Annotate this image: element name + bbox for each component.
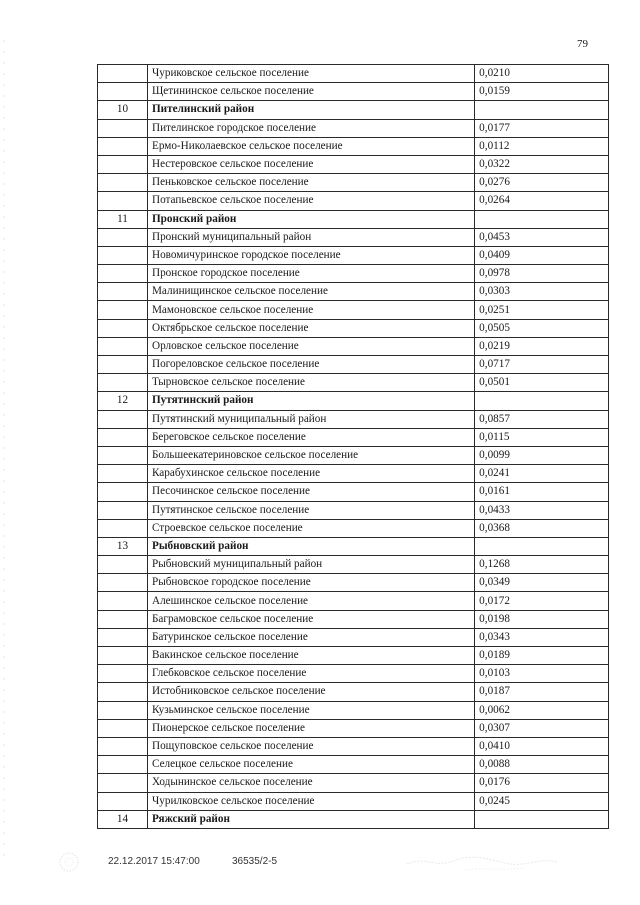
value-cell: 0,0501 <box>475 374 609 392</box>
row-number-cell <box>98 356 148 374</box>
value-cell <box>475 392 609 410</box>
settlement-name-cell: Ходынинское сельское поселение <box>147 774 474 792</box>
district-row <box>98 392 609 410</box>
table-row <box>98 174 609 192</box>
value-cell: 0,0251 <box>475 301 609 319</box>
table-row <box>98 792 609 810</box>
district-name-cell: Пронский район <box>147 210 474 228</box>
row-number-cell <box>98 301 148 319</box>
scan-edge-marks <box>2 40 6 860</box>
settlement-name-cell: Истобниковское сельское поселение <box>147 683 474 701</box>
value-cell: 0,0264 <box>475 192 609 210</box>
table-row <box>98 665 609 683</box>
table-row <box>98 265 609 283</box>
row-number-cell <box>98 610 148 628</box>
table-row <box>98 628 609 646</box>
settlement-name-cell: Пионерское сельское поселение <box>147 719 474 737</box>
settlement-name-cell: Большеекатериновское сельское поселение <box>147 446 474 464</box>
district-name-cell: Рыбновский район <box>147 537 474 555</box>
table-row <box>98 519 609 537</box>
row-number-cell <box>98 83 148 101</box>
district-row <box>98 810 609 828</box>
settlement-name-cell: Строевское сельское поселение <box>147 519 474 537</box>
settlement-name-cell: Путятинский муниципальный район <box>147 410 474 428</box>
value-cell: 0,0241 <box>475 465 609 483</box>
table-row <box>98 83 609 101</box>
table-row <box>98 501 609 519</box>
row-number-cell <box>98 483 148 501</box>
table-row <box>98 774 609 792</box>
settlement-name-cell: Рыбновское городское поселение <box>147 574 474 592</box>
value-cell <box>475 101 609 119</box>
row-number-cell <box>98 737 148 755</box>
table-row <box>98 137 609 155</box>
value-cell: 0,0062 <box>475 701 609 719</box>
settlement-name-cell: Потапьевское сельское поселение <box>147 192 474 210</box>
settlement-name-cell: Песочинское сельское поселение <box>147 483 474 501</box>
value-cell: 0,0349 <box>475 574 609 592</box>
row-number-cell <box>98 519 148 537</box>
footer-doc-code: 36535/2-5 <box>232 856 278 867</box>
table-row <box>98 283 609 301</box>
value-cell <box>475 810 609 828</box>
district-row <box>98 210 609 228</box>
table-row <box>98 737 609 755</box>
value-cell: 0,0198 <box>475 610 609 628</box>
table-row <box>98 192 609 210</box>
value-cell: 0,0433 <box>475 501 609 519</box>
table-row <box>98 246 609 264</box>
value-cell: 0,0187 <box>475 683 609 701</box>
row-number-cell <box>98 574 148 592</box>
settlement-name-cell: Рыбновский муниципальный район <box>147 556 474 574</box>
faint-signature-icon <box>405 852 560 874</box>
row-number-cell <box>98 465 148 483</box>
table-row <box>98 301 609 319</box>
value-cell: 0,0276 <box>475 174 609 192</box>
settlement-name-cell: Чурилковское сельское поселение <box>147 792 474 810</box>
value-cell: 0,0172 <box>475 592 609 610</box>
value-cell: 0,0322 <box>475 155 609 173</box>
table-row <box>98 483 609 501</box>
row-number-cell <box>98 628 148 646</box>
table-row <box>98 701 609 719</box>
row-number-cell <box>98 556 148 574</box>
value-cell: 0,0177 <box>475 119 609 137</box>
value-cell: 0,0088 <box>475 756 609 774</box>
table-row <box>98 155 609 173</box>
table-row <box>98 592 609 610</box>
table-row <box>98 319 609 337</box>
settlement-name-cell: Пителинское городское поселение <box>147 119 474 137</box>
settlement-name-cell: Щетининское сельское поселение <box>147 83 474 101</box>
table-row <box>98 574 609 592</box>
settlement-name-cell: Алешинское сельское поселение <box>147 592 474 610</box>
row-number-cell <box>98 446 148 464</box>
settlement-name-cell: Мамоновское сельское поселение <box>147 301 474 319</box>
row-number-cell <box>98 428 148 446</box>
table-row <box>98 683 609 701</box>
value-cell <box>475 537 609 555</box>
row-number-cell <box>98 665 148 683</box>
row-number-cell <box>98 265 148 283</box>
table-row <box>98 647 609 665</box>
settlement-name-cell: Нестеровское сельское поселение <box>147 155 474 173</box>
settlement-name-cell: Баграмовское сельское поселение <box>147 610 474 628</box>
table-row <box>98 119 609 137</box>
settlement-name-cell: Путятинское сельское поселение <box>147 501 474 519</box>
value-cell: 0,0717 <box>475 356 609 374</box>
row-number-cell: 14 <box>98 810 148 828</box>
value-cell <box>475 210 609 228</box>
table-row <box>98 428 609 446</box>
table-row <box>98 610 609 628</box>
value-cell: 0,0857 <box>475 410 609 428</box>
value-cell: 0,0161 <box>475 483 609 501</box>
district-row <box>98 537 609 555</box>
value-cell: 0,0115 <box>475 428 609 446</box>
value-cell: 0,0307 <box>475 719 609 737</box>
page-number: 79 <box>577 38 588 50</box>
table-row <box>98 356 609 374</box>
row-number-cell: 13 <box>98 537 148 555</box>
district-name-cell: Ряжский район <box>147 810 474 828</box>
value-cell: 0,0159 <box>475 83 609 101</box>
row-number-cell <box>98 174 148 192</box>
settlement-name-cell: Глебковское сельское поселение <box>147 665 474 683</box>
value-cell: 0,0176 <box>475 774 609 792</box>
table-row <box>98 65 609 83</box>
footer-datetime: 22.12.2017 15:47:00 <box>108 856 200 867</box>
row-number-cell <box>98 137 148 155</box>
value-cell: 0,0112 <box>475 137 609 155</box>
row-number-cell: 12 <box>98 392 148 410</box>
table-row <box>98 410 609 428</box>
settlement-name-cell: Карабухинское сельское поселение <box>147 465 474 483</box>
settlement-name-cell: Октябрьское сельское поселение <box>147 319 474 337</box>
row-number-cell <box>98 155 148 173</box>
row-number-cell <box>98 719 148 737</box>
value-cell: 0,0245 <box>475 792 609 810</box>
row-number-cell <box>98 319 148 337</box>
district-name-cell: Пителинский район <box>147 101 474 119</box>
row-number-cell <box>98 792 148 810</box>
settlement-name-cell: Пеньковское сельское поселение <box>147 174 474 192</box>
row-number-cell <box>98 501 148 519</box>
row-number-cell <box>98 337 148 355</box>
settlement-name-cell: Малинищинское сельское поселение <box>147 283 474 301</box>
settlement-name-cell: Пронское городское поселение <box>147 265 474 283</box>
settlement-name-cell: Батуринское сельское поселение <box>147 628 474 646</box>
allocation-table <box>97 64 609 829</box>
settlement-name-cell: Селецкое сельское поселение <box>147 756 474 774</box>
row-number-cell <box>98 192 148 210</box>
value-cell: 0,0210 <box>475 65 609 83</box>
value-cell: 0,0368 <box>475 519 609 537</box>
settlement-name-cell: Береговское сельское поселение <box>147 428 474 446</box>
settlement-name-cell: Тырновское сельское поселение <box>147 374 474 392</box>
value-cell: 0,0343 <box>475 628 609 646</box>
settlement-name-cell: Вакинское сельское поселение <box>147 647 474 665</box>
table-row <box>98 337 609 355</box>
table-row <box>98 465 609 483</box>
table-row <box>98 446 609 464</box>
row-number-cell <box>98 683 148 701</box>
row-number-cell <box>98 119 148 137</box>
table-row <box>98 756 609 774</box>
row-number-cell <box>98 592 148 610</box>
value-cell: 0,1268 <box>475 556 609 574</box>
settlement-name-cell: Пощуповское сельское поселение <box>147 737 474 755</box>
value-cell: 0,0505 <box>475 319 609 337</box>
row-number-cell <box>98 283 148 301</box>
row-number-cell <box>98 374 148 392</box>
row-number-cell <box>98 228 148 246</box>
value-cell: 0,0978 <box>475 265 609 283</box>
table-row <box>98 556 609 574</box>
row-number-cell <box>98 65 148 83</box>
value-cell: 0,0103 <box>475 665 609 683</box>
settlement-name-cell: Чуриковское сельское поселение <box>147 65 474 83</box>
settlement-name-cell: Пронский муниципальный район <box>147 228 474 246</box>
settlement-name-cell: Новомичуринское городское поселение <box>147 246 474 264</box>
table-row <box>98 719 609 737</box>
district-row <box>98 101 609 119</box>
table-body <box>98 65 609 829</box>
row-number-cell <box>98 410 148 428</box>
settlement-name-cell: Кузьминское сельское поселение <box>147 701 474 719</box>
value-cell: 0,0410 <box>475 737 609 755</box>
row-number-cell <box>98 647 148 665</box>
settlement-name-cell: Ермо-Николаевское сельское поселение <box>147 137 474 155</box>
value-cell: 0,0099 <box>475 446 609 464</box>
value-cell: 0,0219 <box>475 337 609 355</box>
value-cell: 0,0189 <box>475 647 609 665</box>
faint-seal-icon <box>58 848 80 876</box>
table-row <box>98 374 609 392</box>
row-number-cell <box>98 774 148 792</box>
settlement-name-cell: Орловское сельское поселение <box>147 337 474 355</box>
settlement-name-cell: Погореловское сельское поселение <box>147 356 474 374</box>
table-row <box>98 228 609 246</box>
row-number-cell <box>98 701 148 719</box>
district-name-cell: Путятинский район <box>147 392 474 410</box>
row-number-cell <box>98 246 148 264</box>
row-number-cell: 11 <box>98 210 148 228</box>
row-number-cell: 10 <box>98 101 148 119</box>
value-cell: 0,0303 <box>475 283 609 301</box>
row-number-cell <box>98 756 148 774</box>
value-cell: 0,0409 <box>475 246 609 264</box>
value-cell: 0,0453 <box>475 228 609 246</box>
